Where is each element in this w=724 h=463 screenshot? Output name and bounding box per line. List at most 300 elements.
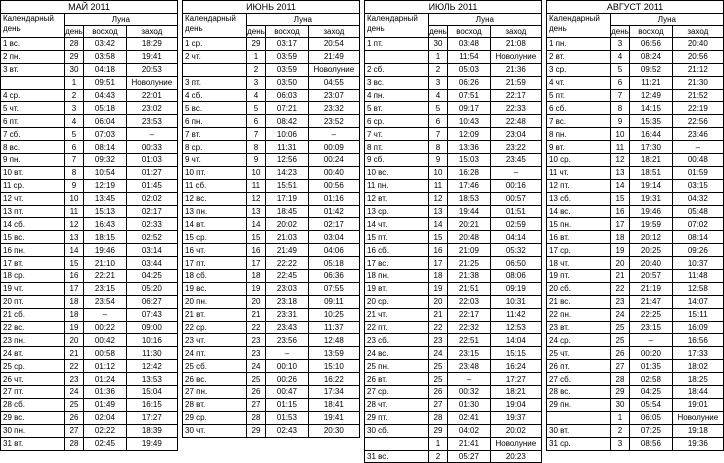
moon-day-cell: 1 bbox=[64, 76, 83, 89]
moon-day-cell: 28 bbox=[64, 437, 83, 450]
moon-day-cell: 18 bbox=[610, 231, 629, 244]
moonset-cell: 20:23 bbox=[490, 450, 541, 463]
moonrise-cell: 07:51 bbox=[448, 89, 490, 102]
moonrise-cell: – bbox=[84, 308, 126, 321]
calendar-day-cell: 22 вс. bbox=[1, 321, 65, 334]
table-row bbox=[1, 63, 178, 76]
table-row bbox=[365, 295, 542, 308]
moon-day-cell: 11 bbox=[428, 179, 447, 192]
moonrise-cell: 12:09 bbox=[448, 128, 490, 141]
moon-day-cell: 25 bbox=[610, 334, 629, 347]
table-row bbox=[1, 398, 178, 411]
table-row bbox=[547, 38, 724, 51]
moonrise-cell: 21:19 bbox=[630, 282, 672, 295]
moonset-cell: 21:30 bbox=[672, 76, 723, 89]
moonset-cell: 18:44 bbox=[672, 386, 723, 399]
moon-day-cell: 21 bbox=[246, 308, 265, 321]
moon-day-cell: 12 bbox=[64, 218, 83, 231]
moon-day-cell: 5 bbox=[610, 63, 629, 76]
calendar-day-cell: 10 пт. bbox=[183, 166, 247, 179]
table-row bbox=[1, 308, 178, 321]
moon-day-cell: 3 bbox=[64, 102, 83, 115]
table-row bbox=[183, 205, 360, 218]
table-row bbox=[1, 218, 178, 231]
moonrise-cell: 19:46 bbox=[630, 205, 672, 218]
calendar-day-cell: 27 пн. bbox=[183, 386, 247, 399]
calendar-day-cell: 20 пт. bbox=[1, 295, 65, 308]
moonrise-cell: 14:15 bbox=[630, 102, 672, 115]
table-row bbox=[547, 424, 724, 437]
table-row bbox=[1, 347, 178, 360]
table-row bbox=[547, 76, 724, 89]
moonrise-cell: 21:09 bbox=[448, 244, 490, 257]
moonset-cell: 23:53 bbox=[126, 115, 177, 128]
moonset-cell: 23:07 bbox=[308, 89, 359, 102]
month-title: ИЮЛЬ 2011 bbox=[365, 1, 542, 14]
moonrise-cell: 11:31 bbox=[266, 141, 308, 154]
calendar-day-cell: 14 чт. bbox=[365, 218, 429, 231]
calendar-day-cell: 20 ср. bbox=[365, 295, 429, 308]
calendar-day-cell: 5 вт. bbox=[365, 102, 429, 115]
moonset-cell: 23:32 bbox=[308, 102, 359, 115]
moonrise-cell: 16:44 bbox=[630, 128, 672, 141]
moonrise-cell: 13:36 bbox=[448, 141, 490, 154]
moonrise-cell: 02:22 bbox=[84, 424, 126, 437]
moon-day-cell: 24 bbox=[64, 386, 83, 399]
table-row bbox=[183, 89, 360, 102]
moonrise-cell: 22:25 bbox=[630, 308, 672, 321]
moonrise-cell: 20:40 bbox=[630, 257, 672, 270]
moon-day-cell: 9 bbox=[64, 179, 83, 192]
moonset-cell: 23:02 bbox=[126, 102, 177, 115]
moonset-cell: 21:52 bbox=[672, 89, 723, 102]
calendar-day-cell: 11 пн. bbox=[365, 179, 429, 192]
table-row bbox=[547, 257, 724, 270]
moonrise-cell: 03:50 bbox=[266, 76, 308, 89]
calendar-day-cell: 14 вс. bbox=[547, 205, 611, 218]
moonrise-cell: 03:59 bbox=[266, 50, 308, 63]
moonrise-cell: 17:19 bbox=[266, 192, 308, 205]
moonrise-cell: – bbox=[266, 347, 308, 360]
moonrise-cell: 01:49 bbox=[84, 398, 126, 411]
moonset-cell: 02:33 bbox=[126, 218, 177, 231]
moonrise-cell: 05:18 bbox=[84, 102, 126, 115]
moon-day-cell: 26 bbox=[428, 386, 447, 399]
moonrise-cell: 21:38 bbox=[448, 270, 490, 283]
moonset-cell: 12:58 bbox=[672, 282, 723, 295]
moonset-cell: 22:17 bbox=[490, 89, 541, 102]
table-row bbox=[547, 321, 724, 334]
table-row bbox=[1, 257, 178, 270]
moonrise-cell: 23:15 bbox=[448, 347, 490, 360]
moon-day-cell: 16 bbox=[610, 205, 629, 218]
calendar-day-cell: 26 вт. bbox=[365, 373, 429, 386]
calendar-day-cell: 15 пт. bbox=[365, 231, 429, 244]
table-row bbox=[183, 76, 360, 89]
moonrise-cell: 07:21 bbox=[266, 102, 308, 115]
moonrise-cell: 23:54 bbox=[84, 295, 126, 308]
table-row bbox=[365, 231, 542, 244]
month-block bbox=[0, 0, 178, 449]
moon-day-cell: 15 bbox=[428, 231, 447, 244]
header-calendar-day: Календарный день bbox=[183, 14, 247, 38]
moonset-cell: 11:37 bbox=[308, 321, 359, 334]
calendar-day-cell: 14 сб. bbox=[1, 218, 65, 231]
moonset-cell: 01:16 bbox=[308, 192, 359, 205]
moonset-cell: 00:56 bbox=[308, 179, 359, 192]
month-block bbox=[182, 0, 360, 445]
moonset-cell: 12:42 bbox=[126, 360, 177, 373]
moonrise-cell: 04:02 bbox=[448, 424, 490, 437]
moonrise-cell: 22:17 bbox=[448, 308, 490, 321]
moon-day-cell: 12 bbox=[610, 154, 629, 167]
table-row bbox=[1, 76, 178, 89]
calendar-day-cell: 13 ср. bbox=[365, 205, 429, 218]
moonrise-cell: 02:04 bbox=[84, 411, 126, 424]
moon-day-cell: 4 bbox=[246, 89, 265, 102]
calendar-day-cell: 3 ср. bbox=[547, 63, 611, 76]
calendar-day-cell bbox=[1, 76, 65, 89]
moon-day-cell: 6 bbox=[64, 141, 83, 154]
calendar-day-cell: 8 вс. bbox=[1, 141, 65, 154]
table-row bbox=[183, 231, 360, 244]
table-row bbox=[183, 218, 360, 231]
table-row bbox=[1, 166, 178, 179]
moon-day-cell: 23 bbox=[64, 373, 83, 386]
calendar-day-cell: 30 чт. bbox=[183, 424, 247, 437]
moonset-cell: 05:48 bbox=[672, 205, 723, 218]
table-row bbox=[1, 50, 178, 63]
moonset-cell: 21:08 bbox=[490, 38, 541, 51]
calendar-day-cell: 13 пн. bbox=[183, 205, 247, 218]
moonset-cell: 09:11 bbox=[308, 295, 359, 308]
table-row bbox=[1, 334, 178, 347]
moonset-cell: 15:04 bbox=[126, 386, 177, 399]
moonrise-cell: 21:41 bbox=[448, 437, 490, 450]
moon-day-cell: 9 bbox=[246, 154, 265, 167]
table-row bbox=[1, 386, 178, 399]
moonset-cell: 00:09 bbox=[308, 141, 359, 154]
moon-day-cell: 15 bbox=[246, 231, 265, 244]
moonrise-cell: 15:51 bbox=[266, 179, 308, 192]
moonrise-cell: 07:03 bbox=[84, 128, 126, 141]
moon-day-cell: 1 bbox=[610, 411, 629, 424]
moon-day-cell: 13 bbox=[64, 231, 83, 244]
moon-day-cell: 23 bbox=[246, 334, 265, 347]
moonset-cell: 07:55 bbox=[308, 282, 359, 295]
month-title: МАЙ 2011 bbox=[1, 1, 178, 14]
moon-day-cell: 29 bbox=[64, 50, 83, 63]
month-block bbox=[364, 0, 542, 461]
header-moonrise: восход bbox=[84, 26, 126, 38]
calendar-day-cell: 4 чт. bbox=[547, 76, 611, 89]
table-row bbox=[1, 360, 178, 373]
table-row bbox=[365, 373, 542, 386]
moonrise-cell: 19:59 bbox=[630, 218, 672, 231]
table-row bbox=[365, 437, 542, 450]
moonrise-cell: 23:56 bbox=[266, 334, 308, 347]
moonset-cell: 09:19 bbox=[490, 282, 541, 295]
table-row bbox=[1, 270, 178, 283]
header-moon: Луна bbox=[428, 14, 541, 26]
moonrise-cell: 22:22 bbox=[266, 257, 308, 270]
table-row bbox=[547, 373, 724, 386]
moonset-cell: 01:03 bbox=[126, 154, 177, 167]
moon-day-cell: 18 bbox=[64, 308, 83, 321]
moonrise-cell: 22:21 bbox=[84, 270, 126, 283]
moon-day-cell: 5 bbox=[246, 102, 265, 115]
calendar-day-cell: 23 сб. bbox=[365, 334, 429, 347]
moonset-cell: 06:50 bbox=[490, 257, 541, 270]
moon-day-cell: 2 bbox=[428, 450, 447, 463]
moonrise-cell: 07:25 bbox=[630, 424, 672, 437]
calendar-day-cell: 11 сб. bbox=[183, 179, 247, 192]
moon-day-cell: 20 bbox=[246, 295, 265, 308]
table-row bbox=[547, 360, 724, 373]
moonset-cell: 10:16 bbox=[126, 334, 177, 347]
moonrise-cell: 23:15 bbox=[84, 282, 126, 295]
table-row bbox=[547, 244, 724, 257]
table-row bbox=[1, 321, 178, 334]
moonset-cell: 02:17 bbox=[308, 218, 359, 231]
table-row bbox=[365, 192, 542, 205]
calendar-day-cell: 1 ср. bbox=[183, 38, 247, 51]
moonrise-cell: 20:57 bbox=[630, 270, 672, 283]
moonset-cell: 18:25 bbox=[672, 373, 723, 386]
moonset-cell: 10:37 bbox=[672, 257, 723, 270]
table-row bbox=[1, 411, 178, 424]
moonrise-cell: 19:14 bbox=[630, 179, 672, 192]
moonset-cell: 11:42 bbox=[490, 308, 541, 321]
moon-day-cell: 30 bbox=[64, 63, 83, 76]
table-row bbox=[183, 334, 360, 347]
moonrise-cell: 03:58 bbox=[84, 50, 126, 63]
moonset-cell: 04:14 bbox=[490, 231, 541, 244]
moon-day-cell: 7 bbox=[610, 89, 629, 102]
table-row bbox=[365, 128, 542, 141]
table-row bbox=[547, 334, 724, 347]
moon-day-cell: 20 bbox=[610, 257, 629, 270]
table-row bbox=[547, 115, 724, 128]
table-row bbox=[547, 154, 724, 167]
moonset-cell: – bbox=[672, 141, 723, 154]
moon-day-cell: 26 bbox=[246, 386, 265, 399]
moonset-cell: 08:14 bbox=[672, 231, 723, 244]
table-row bbox=[183, 308, 360, 321]
moonset-cell: 01:59 bbox=[672, 166, 723, 179]
moon-day-cell: 21 bbox=[64, 347, 83, 360]
moon-day-cell: 6 bbox=[246, 115, 265, 128]
table-row bbox=[365, 282, 542, 295]
table-row bbox=[365, 308, 542, 321]
moonrise-cell: 00:32 bbox=[448, 386, 490, 399]
table-row bbox=[365, 50, 542, 63]
calendar-day-cell: 21 сб. bbox=[1, 308, 65, 321]
moon-day-cell: 19 bbox=[610, 244, 629, 257]
header-moon: Луна bbox=[246, 14, 359, 26]
table-row bbox=[1, 424, 178, 437]
moon-day-cell: 29 bbox=[610, 386, 629, 399]
moonrise-cell: 03:59 bbox=[266, 63, 308, 76]
moon-day-cell: 19 bbox=[64, 321, 83, 334]
moonrise-cell: 00:20 bbox=[630, 347, 672, 360]
moon-day-cell: 3 bbox=[610, 38, 629, 51]
calendar-day-cell: 2 чт. bbox=[183, 50, 247, 63]
moon-day-cell: 22 bbox=[428, 321, 447, 334]
moon-day-cell: 25 bbox=[428, 360, 447, 373]
calendar-day-cell: 14 вт. bbox=[183, 218, 247, 231]
moon-day-cell: 25 bbox=[64, 398, 83, 411]
moonset-cell: 03:15 bbox=[672, 179, 723, 192]
moonset-cell: 15:15 bbox=[490, 347, 541, 360]
header-calendar-day: Календарный день bbox=[547, 14, 611, 38]
moon-day-cell: 18 bbox=[428, 270, 447, 283]
calendar-day-cell: 27 пт. bbox=[1, 386, 65, 399]
header-moonset: заход bbox=[308, 26, 359, 38]
moon-day-cell: 12 bbox=[428, 192, 447, 205]
month-table bbox=[182, 0, 360, 438]
moonrise-cell: 00:42 bbox=[84, 334, 126, 347]
table-row bbox=[365, 321, 542, 334]
moonset-cell: 20:30 bbox=[308, 424, 359, 437]
moon-day-cell: 14 bbox=[610, 179, 629, 192]
moonrise-cell: 02:41 bbox=[448, 411, 490, 424]
moon-day-cell: 30 bbox=[428, 38, 447, 51]
moonset-cell: 02:02 bbox=[126, 192, 177, 205]
table-row bbox=[547, 166, 724, 179]
moonset-cell: 19:41 bbox=[308, 411, 359, 424]
table-row bbox=[365, 166, 542, 179]
moon-day-cell: 13 bbox=[610, 166, 629, 179]
moonset-cell: 15:10 bbox=[308, 360, 359, 373]
table-row bbox=[547, 128, 724, 141]
moonset-cell: 11:48 bbox=[672, 270, 723, 283]
calendar-day-cell: 1 пн. bbox=[547, 38, 611, 51]
moonset-cell: 12:53 bbox=[490, 321, 541, 334]
calendar-day-cell: 9 вт. bbox=[547, 141, 611, 154]
moonrise-cell: 01:15 bbox=[266, 398, 308, 411]
month-title: АВГУСТ 2011 bbox=[547, 1, 724, 14]
moon-day-cell: 25 bbox=[428, 373, 447, 386]
moonset-cell: 12:48 bbox=[308, 334, 359, 347]
moon-day-cell: 16 bbox=[64, 270, 83, 283]
table-row bbox=[183, 347, 360, 360]
moonrise-cell: 09:32 bbox=[84, 154, 126, 167]
calendar-day-cell: 31 вс. bbox=[365, 450, 429, 463]
moon-day-cell: 17 bbox=[610, 218, 629, 231]
table-row bbox=[365, 334, 542, 347]
moon-day-cell: 10 bbox=[610, 128, 629, 141]
moonset-cell: 05:32 bbox=[490, 244, 541, 257]
calendar-day-cell: 23 пн. bbox=[1, 334, 65, 347]
moon-day-cell: 27 bbox=[428, 398, 447, 411]
moon-day-cell: 29 bbox=[246, 424, 265, 437]
moon-day-cell: 16 bbox=[428, 244, 447, 257]
moon-day-cell: 28 bbox=[428, 411, 447, 424]
month-table bbox=[546, 0, 724, 451]
moon-day-cell: 21 bbox=[428, 308, 447, 321]
moonrise-cell: 23:18 bbox=[266, 295, 308, 308]
moonrise-cell: 20:21 bbox=[448, 218, 490, 231]
moonset-cell: 09:00 bbox=[126, 321, 177, 334]
moonset-cell: 20:02 bbox=[490, 424, 541, 437]
table-row bbox=[547, 231, 724, 244]
moonset-cell: 04:25 bbox=[126, 270, 177, 283]
table-row bbox=[547, 102, 724, 115]
calendar-day-cell: 24 пт. bbox=[183, 347, 247, 360]
moonrise-cell: 10:43 bbox=[448, 115, 490, 128]
moon-day-cell: 10 bbox=[428, 166, 447, 179]
moonset-cell: 18:29 bbox=[126, 38, 177, 51]
table-row bbox=[365, 386, 542, 399]
moonrise-cell: 17:46 bbox=[448, 179, 490, 192]
calendar-day-cell: 2 вт. bbox=[547, 50, 611, 63]
table-row bbox=[183, 50, 360, 63]
table-row bbox=[365, 244, 542, 257]
calendar-day-cell: 16 вт. bbox=[547, 231, 611, 244]
moonrise-cell: 18:53 bbox=[448, 192, 490, 205]
calendar-day-cell: 28 чт. bbox=[365, 398, 429, 411]
moonset-cell: – bbox=[490, 166, 541, 179]
moonset-cell: 09:26 bbox=[672, 244, 723, 257]
moonset-cell: 19:04 bbox=[490, 398, 541, 411]
table-row bbox=[1, 437, 178, 450]
moon-day-cell: 8 bbox=[64, 166, 83, 179]
moon-day-cell: 22 bbox=[64, 360, 83, 373]
table-row bbox=[365, 115, 542, 128]
table-row bbox=[365, 218, 542, 231]
moonset-cell: 20:40 bbox=[672, 38, 723, 51]
moonrise-cell: 21:47 bbox=[630, 295, 672, 308]
moonset-cell: 11:30 bbox=[126, 347, 177, 360]
calendar-day-cell: 12 пт. bbox=[547, 179, 611, 192]
table-row bbox=[183, 270, 360, 283]
header-moon: Луна bbox=[610, 14, 723, 26]
moonrise-cell: – bbox=[630, 334, 672, 347]
moon-day-cell: 2 bbox=[428, 63, 447, 76]
calendar-day-cell: 16 пн. bbox=[1, 244, 65, 257]
calendar-day-cell: 15 ср. bbox=[183, 231, 247, 244]
calendar-day-cell: 3 пт. bbox=[183, 76, 247, 89]
moonset-cell: 15:11 bbox=[672, 308, 723, 321]
moon-day-cell: 29 bbox=[428, 424, 447, 437]
table-row bbox=[547, 386, 724, 399]
moon-day-cell: 7 bbox=[246, 128, 265, 141]
moonrise-cell: – bbox=[448, 373, 490, 386]
table-row bbox=[547, 205, 724, 218]
table-row bbox=[183, 102, 360, 115]
calendar-day-cell: 25 чт. bbox=[547, 347, 611, 360]
calendar-day-cell: 20 пн. bbox=[183, 295, 247, 308]
calendar-day-cell: 22 пт. bbox=[365, 321, 429, 334]
moon-day-cell: 23 bbox=[610, 295, 629, 308]
moonrise-cell: 16:28 bbox=[448, 166, 490, 179]
table-row bbox=[365, 270, 542, 283]
moonrise-cell: 13:45 bbox=[84, 192, 126, 205]
moonrise-cell: 20:12 bbox=[630, 231, 672, 244]
moonset-cell: 14:07 bbox=[672, 295, 723, 308]
moonrise-cell: 23:03 bbox=[266, 282, 308, 295]
moon-day-cell: 25 bbox=[246, 373, 265, 386]
table-row bbox=[547, 218, 724, 231]
moonrise-cell: 05:03 bbox=[448, 63, 490, 76]
moon-day-cell: 2 bbox=[246, 63, 265, 76]
moonrise-cell: 06:26 bbox=[448, 76, 490, 89]
moon-day-cell: 15 bbox=[610, 192, 629, 205]
moon-day-cell: 4 bbox=[64, 115, 83, 128]
moonset-cell: 02:52 bbox=[126, 231, 177, 244]
moon-day-cell: 8 bbox=[610, 102, 629, 115]
